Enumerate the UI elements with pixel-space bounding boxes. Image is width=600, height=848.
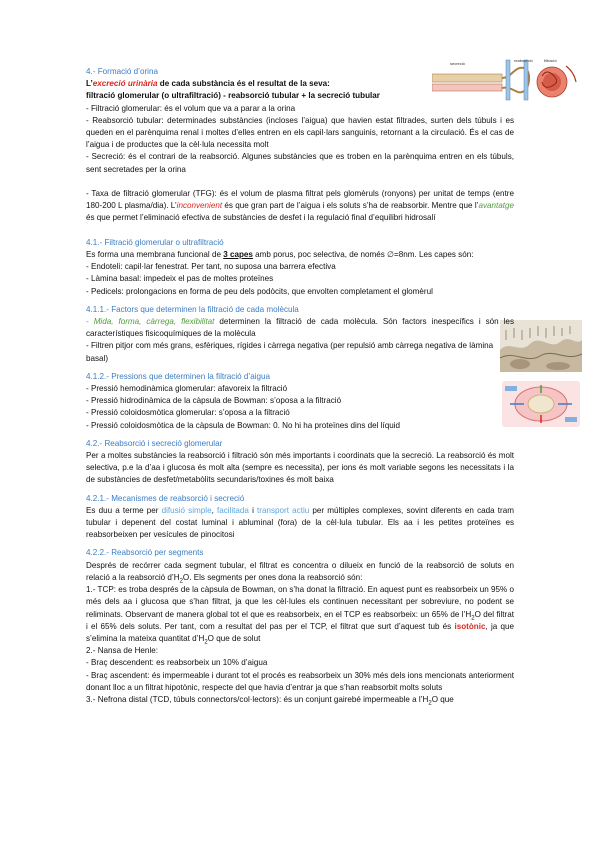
segments-paragraph: Després de recórrer cada segment tubular, el filtrat es concentra o dilueix en funció de la reabsorció de soluts en relació a la reabsorció $d’H_2O$. Els segments per ones dona la reabsorció són: <box>86 560 514 585</box>
term-3-capes: 3 capes <box>223 250 253 260</box>
excrecio-line: L’excreció urinària de cada substància és el resultat de la seva: <box>86 79 330 89</box>
pressio-coloidosmotica-bowman: - Pressió coloidosmòtica de la càpsula de Bowman: 0. No hi ha proteïnes dins del líquid <box>86 420 401 430</box>
heading-factors-filtracio: 4.1.1.- Factors que determinen la filtració de cada molècula <box>86 304 299 314</box>
heading-pressions-filtracio: 4.1.2.- Pressions que determinen la filtració d’aigua <box>86 371 271 381</box>
label-secrecio: secreció <box>450 61 465 66</box>
formula-line: filtració glomerular (o ultrafiltració) - reabsorció tubular + la secreció tubular <box>86 91 380 101</box>
document-body <box>86 66 514 706</box>
heading-reabsorcio-secrecio: 4.2.- Reabsorció i secreció glomerular <box>86 438 223 448</box>
term-avantatge: avantatge <box>478 201 514 211</box>
term-facilitada: facilitada <box>216 505 249 515</box>
filtren-pitjor-line: - Filtren pitjor com més grans, esfèriques, rígides i càrrega negativa (per repulsió amb càrrega negativa de làmina basal) <box>86 341 494 363</box>
mecanismes-paragraph: Es duu a terme per difusió simple, facilitada i transport actiu per múltiples complexes, sovint diferents en cada tram tubular i depenent del costat luminal i abluminal (fora) de la cèl·lula tubular. Els aa i les petites proteïnes es reabsorbeixen per vesícules de pinocitosi <box>86 505 514 540</box>
pressio-coloidosmotica-glomerular: - Pressió coloidosmòtica glomerular: s’oposa a la filtració <box>86 408 290 418</box>
pressio-hidrodinamica: - Pressió hidrodinàmica de la càpsula de Bowman: s’oposa a la filtració <box>86 396 342 406</box>
capa-lamina-basal: - Làmina basal: impedeix el pas de moltes proteïnes <box>86 274 274 284</box>
term-difusio-simple: difusió simple <box>161 505 212 515</box>
pressio-hemodinamica: - Pressió hemodinàmica glomerular: afavoreix la filtració <box>86 384 288 394</box>
nefrona-distal: 3.- Nefrona distal (TCD, túbuls connectors/col·lectors): és un conjunt gairebé impermeable a $l’H_2O$ que <box>86 694 454 707</box>
capa-endoteli: - Endoteli: capil·lar fenestrat. Per tant, no suposa una barrera efectiva <box>86 262 336 272</box>
term-mida-forma-carrega: Mida, forma, càrrega, flexibilitat <box>93 317 215 327</box>
reabsorcio-paragraph: Per a moltes substàncies la reabsorció i filtració són més importants i coordinats que la secreció. La reabsorció és molt selectiva, p.e la d’aa i glucosa és molt alta (sempre es necessita), per ions és molt variable segons les necessitats i la de substàncies de desfet/metabòlits secundaris/toxines és molt baixa <box>86 451 514 485</box>
brac-ascendent: - Braç ascendent: és impermeable i durant tot el procés es reabsorbeix un 30% més dels ions mencionats anteriorment donant lloc a un filtrat hipotònic, respecte del que havia d’entrar ja que s’han reabsorbit molts soluts <box>86 670 514 692</box>
term-isotonic: isotònic <box>454 621 486 631</box>
def-secrecio: - Secreció: és el contrari de la reabsorció. Algunes substàncies que es troben en la parènquima entren en els túbuls, sent secretades per la orina <box>86 152 514 174</box>
brac-descendent: - Braç descendent: es reabsorbeix un 10% d’aigua <box>86 658 268 668</box>
heading-reabsorcio-segments: 4.2.2.- Reabsorció per segments <box>86 548 204 558</box>
term-inconvenient: inconvenient <box>176 201 223 211</box>
label-filtracio: filtració <box>544 58 557 63</box>
heading-mecanismes: 4.2.1.- Mecanismes de reabsorció i secreció <box>86 493 245 503</box>
membrana-line: Es forma una membrana funcional de 3 capes amb porus, poc selectiva, de només ∅=8nm. Les capes són: <box>86 250 474 260</box>
term-excrecio-urinaria: excreció urinària <box>92 79 158 89</box>
term-transport-actiu: transport actiu <box>257 505 310 515</box>
heading-filtracio-glomerular: 4.1.- Filtració glomerular o ultrafiltració <box>86 237 224 247</box>
capa-pedicels: - Pedicels: prolongacions en forma de peu dels podòcits, que envolten completament el glomèrul <box>86 286 433 296</box>
def-filtracio-glomerular: - Filtració glomerular: és el volum que va a parar a la orina <box>86 103 296 113</box>
tcp-paragraph: 1.- TCP: es troba després de la càpsula de Bowman, on s’ha donat la filtració. En aquest punt es reabsorbeix un 95% o més dels aa i glucosa que s’han filtrat, ja que les cèl·lules els continuen necessitant per sobreviure, no podent se reliminats. Observant de manera global tot el que es reabsorbeix, en el TCP es reabsorbeix: un 65% de $l’H_2O$ del filtrat i el 65% dels soluts. Per tant, com a resultat del pas per el TCP, el filtrat que surt d’aquest tub és isotònic, ja que s’elimina la mateixa quantitat $d’H_2O$ que de solut <box>86 585 514 646</box>
tfg-paragraph: - Taxa de filtració glomerular (TFG): és el volum de plasma filtrat pels glomèruls (ronyons) per unitat de temps (entre 180-200 L plasma/dia). L’inconvenient és que gran part de l’aigua i els soluts s’ha de reabsorbir. Mentre que l’avantatge és que permet l’eliminació efectiva de substàncies de desfet i la regulació final d’equilibri hidrosalí <box>86 189 514 223</box>
nansa-henle: 2.- Nansa de Henle: <box>86 646 158 656</box>
label-reabsorcio: reabsorció <box>514 58 533 63</box>
heading-formacio-orina: 4.- Formació d’orina <box>86 67 158 76</box>
def-reabsorcio-tubular: - Reabsorció tubular: determinades substàncies (incloses l’aigua) que havien estat filtrades, surten dels túbuls i es queden en el parènquima renal i moltes d’elles entren en els capil·lars sanguinis, retornant a la circulació. És el cas de l’aigua i de productes que la cèl·lula necessita molt <box>86 115 514 150</box>
factors-paragraph: - Mida, forma, càrrega, flexibilitat determinen la filtració de cada molècula. Són factors inespecífics i són les característiques fisicoquímiques de la molècula <box>86 317 514 339</box>
